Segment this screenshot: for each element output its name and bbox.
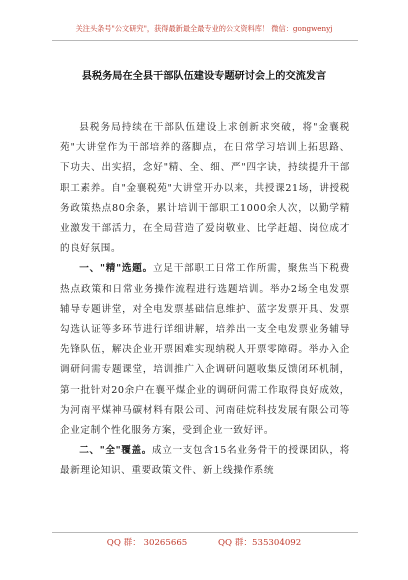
footer-qq-group-1: QQ 群： 30265665	[106, 538, 188, 548]
footer-qq-group-2: QQ 群：535304092	[218, 538, 302, 548]
document-body	[60, 118, 350, 482]
intro-paragraph: 县税务局持续在干部队伍建设上求创新求突破，将"金襄税苑"大讲堂作为干部培养的落脚点，在日常学习培训上拓思路、下功夫、出实招，念好"精、全、细、严"四字诀，持续提升干部职工素养。自"金襄税苑"大讲堂开办以来，共授课21场，讲授税务政策热点80余条，累计培训干部职工1000余人次，以勤学精业激发干部活力，在全局营造了爱岗敬业、比学赶超、岗位成才的良好氛围。	[60, 122, 350, 255]
header-banner: 关注头条号"公文研究"，获得最新最全最专业的公文资料库！ 微信：gongwenyj	[75, 24, 333, 33]
section-2-paragraph	[60, 441, 350, 481]
document-title: 县税务局在全县干部队伍建设专题研讨会上的交流发言	[81, 71, 327, 82]
section-1-paragraph	[60, 259, 350, 441]
footer-divider	[52, 532, 358, 533]
section-2-text: 成立一支包含15名业务骨干的授课团队，将最新理论知识、重要政策文件、新上线操作系统	[60, 445, 350, 477]
footer	[0, 537, 408, 549]
header-divider	[52, 40, 358, 41]
section-1-text: 立足干部职工日常工作所需，聚焦当下税费热点政策和日常业务操作流程进行选题培训。举办2场全电发票辅导专题讲堂，对全电发票基础信息维护、蓝字发票开具、发票勾选认证等多环节进行详细讲解，培养出一支全电发票业务辅导先锋队伍，解决企业开票困难实现纳税人开票零障碍。举办入企调研问需专题课堂，培训推广入企调研问题收集反馈闭环机制，第一批针对20余户在襄平煤企业的调研问需工作取得良好成效，为河南平煤神马碳材料有限公司、河南硅烷科技发展有限公司等企业定制个性化服务方案，受到企业一致好评。	[60, 263, 350, 437]
section-1-lead: 一、"精"选题。	[79, 263, 154, 275]
section-2-lead: 二、"全"覆盖。	[79, 445, 153, 457]
